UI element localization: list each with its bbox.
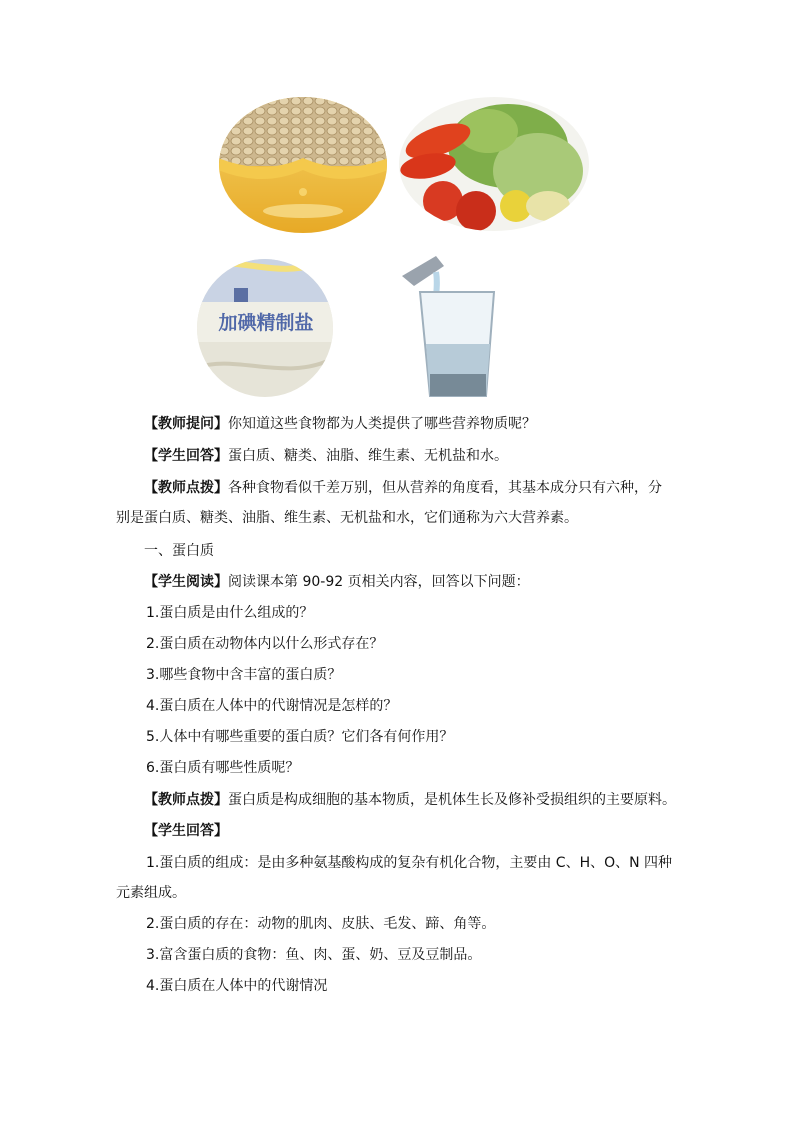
student-reading: 【学生阅读】阅读课本第 90-92 页相关内容，回答以下问题： — [144, 574, 530, 590]
salt-bag-label: 加碘精制盐 — [218, 312, 314, 334]
student-answer-2: 【学生回答】 — [144, 823, 228, 839]
question-item: 4.蛋白质在人体中的代谢情况是怎样的？ — [146, 698, 398, 714]
answer-item: 3.富含蛋白质的食物：鱼、肉、蛋、奶、豆及豆制品。 — [146, 947, 482, 963]
teacher-question: 【教师提问】你知道这些食物都为人类提供了哪些营养物质呢？ — [144, 416, 536, 432]
section-heading: 一、蛋白质 — [144, 543, 214, 559]
answer-item-continued: 元素组成。 — [116, 885, 186, 901]
soybeans-and-oil-photo — [218, 96, 388, 234]
iodized-salt-bag-photo — [196, 258, 334, 398]
answer-item: 4.蛋白质在人体中的代谢情况 — [146, 978, 328, 994]
teacher-guide-2: 【教师点拨】蛋白质是构成细胞的基本物质，是机体生长及修补受损组织的主要原料。 — [144, 792, 676, 808]
answer-item: 2.蛋白质的存在：动物的肌肉、皮肤、毛发、蹄、角等。 — [146, 916, 496, 932]
vegetables-photo — [398, 96, 590, 232]
question-item: 6.蛋白质有哪些性质呢？ — [146, 760, 300, 776]
water-glass-photo — [400, 254, 500, 400]
question-item: 3.哪些食物中含丰富的蛋白质？ — [146, 667, 342, 683]
question-item: 2.蛋白质在动物体内以什么形式存在？ — [146, 636, 384, 652]
question-item: 5.人体中有哪些重要的蛋白质？它们各有何作用？ — [146, 729, 454, 745]
teacher-guide-1-continued: 别是蛋白质、糖类、油脂、维生素、无机盐和水，它们通称为六大营养素。 — [116, 510, 578, 526]
answer-item: 1.蛋白质的组成：是由多种氨基酸构成的复杂有机化合物，主要由 C、H、O、N 四种 — [146, 855, 673, 871]
teacher-guide-1: 【教师点拨】各种食物看似千差万别，但从营养的角度看，其基本成分只有六种，分 — [144, 480, 662, 496]
student-answer-1: 【学生回答】蛋白质、糖类、油脂、维生素、无机盐和水。 — [144, 448, 508, 464]
question-item: 1.蛋白质是由什么组成的？ — [146, 605, 314, 621]
